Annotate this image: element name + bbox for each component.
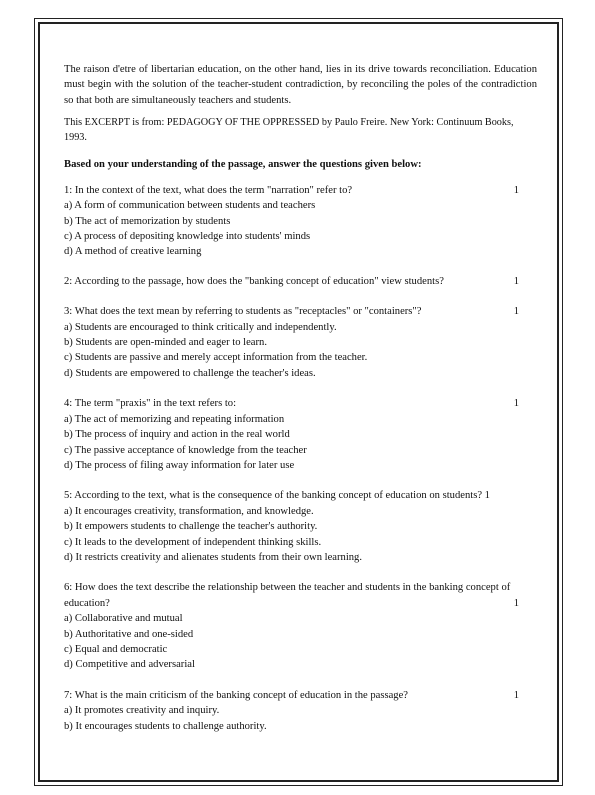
- question-text-row: [64, 580, 537, 611]
- question-marks: 1: [513, 598, 519, 610]
- passage-paragraph: The raison d'etre of libertarian education, on the other hand, lies in its drive towards reconciliation. Education must begin with the solution of the teacher-student contradiction, by reconciling the poles of the contradiction so that both are simultaneously teachers and students.: [64, 64, 537, 106]
- option-b: b) The act of memorization by students: [64, 215, 231, 227]
- question-text: 3: What does the text mean by referring to students as "receptacles" or "containers"?: [64, 306, 422, 318]
- question-6: [64, 580, 537, 672]
- option-d: d) A method of creative learning: [64, 246, 202, 258]
- question-1: [64, 183, 537, 260]
- option-a: a) A form of communication between students and teachers: [64, 200, 316, 212]
- option-b: b) It empowers students to challenge the teacher's authority.: [64, 521, 318, 533]
- question-text-row: [64, 396, 537, 411]
- question-text: 2: According to the passage, how does the "banking concept of education" view students?: [64, 275, 444, 287]
- option-b: b) Authoritative and one-sided: [64, 628, 194, 640]
- option-a: a) The act of memorizing and repeating information: [64, 413, 285, 425]
- option-c: c) A process of depositing knowledge into students' minds: [64, 231, 311, 243]
- question-marks: 1: [513, 184, 519, 196]
- excerpt-source-note: This EXCERPT is from: PEDAGOGY OF THE OPPRESSED by Paulo Freire. New York: Continuum Books, 1993.: [64, 117, 514, 143]
- question-5: [64, 488, 537, 565]
- question-text: 1: In the context of the text, what does the term "narration" refer to?: [64, 184, 353, 196]
- question-text-row: [64, 274, 537, 289]
- question-text-row: [64, 183, 537, 198]
- option-a: a) Students are encouraged to think critically and independently.: [64, 321, 337, 333]
- question-marks: 1: [513, 398, 519, 410]
- option-d: d) It restricts creativity and alienates students from their own learning.: [64, 551, 363, 563]
- option-a: a) It encourages creativity, transformation, and knowledge.: [64, 505, 314, 517]
- option-b: b) The process of inquiry and action in the real world: [64, 429, 290, 441]
- option-a: a) Collaborative and mutual: [64, 613, 183, 625]
- option-a: a) It promotes creativity and inquiry.: [64, 705, 220, 717]
- question-text-row: [64, 688, 537, 703]
- question-marks: 1: [513, 306, 519, 318]
- question-text-row: [64, 488, 537, 503]
- question-text: 7: What is the main criticism of the banking concept of education in the passage?: [64, 689, 408, 701]
- option-d: d) Students are empowered to challenge the teacher's ideas.: [64, 367, 316, 379]
- instructions-heading: Based on your understanding of the passage, answer the questions given below:: [64, 159, 422, 171]
- option-c: c) Equal and democratic: [64, 643, 168, 655]
- option-c: c) It leads to the development of independent thinking skills.: [64, 536, 322, 548]
- option-c: c) Students are passive and merely accept information from the teacher.: [64, 352, 368, 364]
- question-2: [64, 274, 537, 289]
- option-d: d) Competitive and adversarial: [64, 659, 195, 671]
- question-marks: 1: [513, 689, 519, 701]
- option-d: d) The process of filing away information for later use: [64, 459, 295, 471]
- question-text: 6: How does the text describe the relationship between the teacher and students in the banking concept of education?: [64, 582, 511, 609]
- question-text: 4: The term "praxis" in the text refers to:: [64, 398, 237, 410]
- question-7: [64, 688, 537, 734]
- question-marks: 1: [513, 275, 519, 287]
- document-body: [64, 62, 537, 734]
- question-3: [64, 304, 537, 381]
- question-text: 5: According to the text, what is the consequence of the banking concept of education on students? 1: [64, 490, 490, 502]
- question-4: [64, 396, 537, 473]
- option-c: c) The passive acceptance of knowledge from the teacher: [64, 444, 307, 456]
- option-b: b) Students are open-minded and eager to learn.: [64, 337, 267, 349]
- option-b: b) It encourages students to challenge authority.: [64, 720, 267, 732]
- question-text-row: [64, 304, 537, 319]
